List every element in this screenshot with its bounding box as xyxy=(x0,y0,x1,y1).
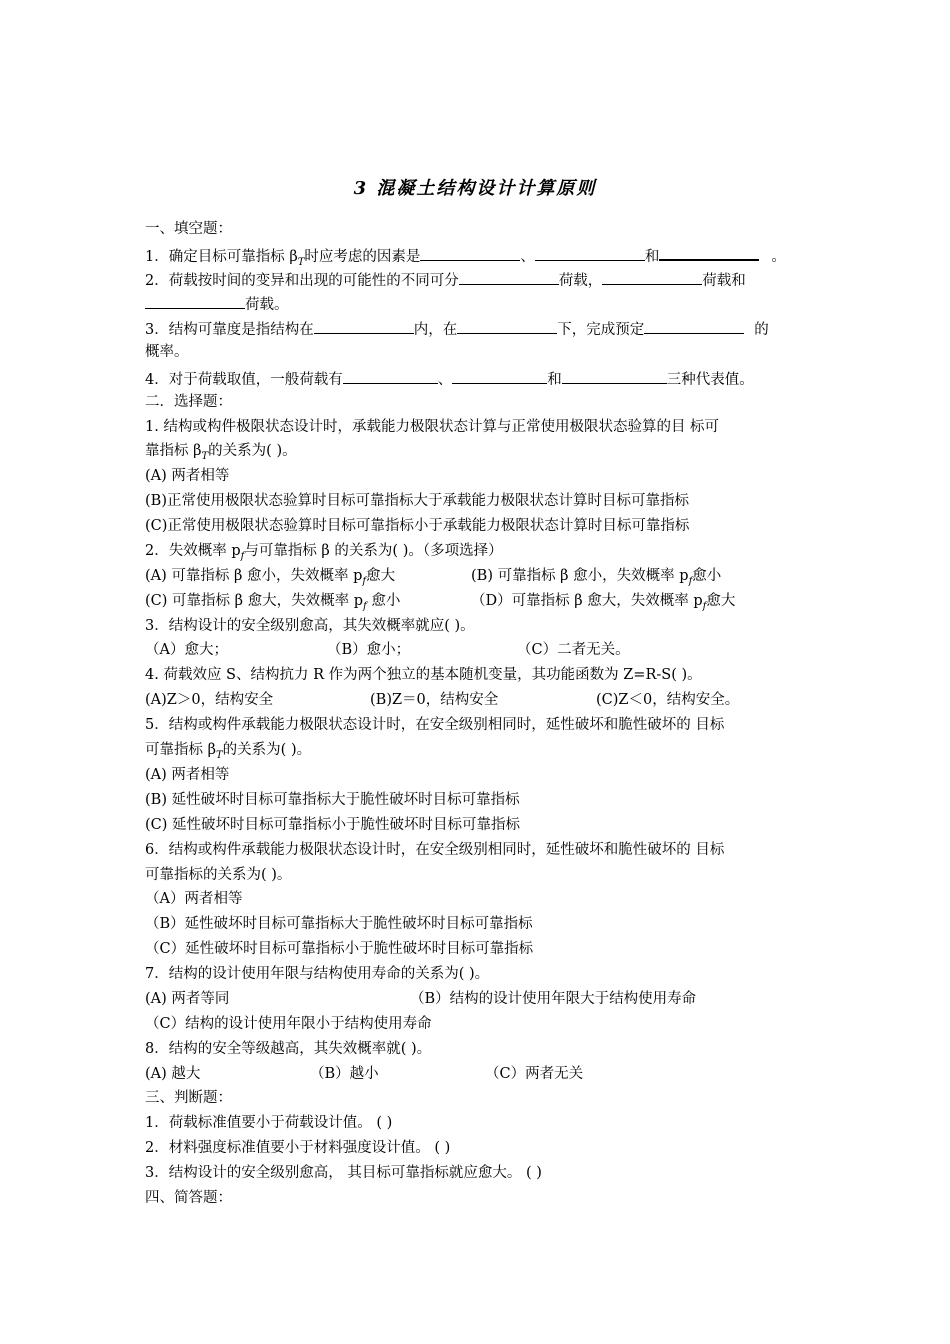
option-c: (C) 延性破坏时目标可靠指标小于脆性破坏时目标可靠指标 xyxy=(145,817,521,833)
option-b: （B）愈小； xyxy=(327,642,411,658)
option-a: （A）两者相等 xyxy=(145,891,243,907)
judgement-question-2: 2．材料强度标准值要小于材料强度设计值。 ( ) xyxy=(145,1140,451,1156)
blank xyxy=(457,318,557,334)
option-d: （D）可靠指标 β 愈大，失效概率 $p_f$愈大 xyxy=(471,593,736,612)
section-heading-fill-in: 一、填空题： xyxy=(145,221,232,237)
fill-question-4: 4．对于荷载取值，一般荷载有 、 和 三种代表值。 xyxy=(145,368,754,389)
blank xyxy=(602,269,702,285)
section-heading-judgement: 三、判断题： xyxy=(145,1090,232,1106)
blank xyxy=(659,244,759,261)
option-b: (B)正常使用极限状态验算时目标可靠指标大于承载能力极限状态计算时目标可靠指标 xyxy=(145,493,689,509)
fill-question-1: 1．确定目标可靠指标 $\beta_T$时应考虑的因素是 、 和 。 xyxy=(145,244,786,266)
choice-question-1: 1. 结构或构件极限状态设计时，承载能力极限状态计算与正常使用极限状态验算的目 标可 xyxy=(145,419,720,435)
choice-question-6: 6．结构或构件承载能力极限状态设计时，在安全级别相同时，延性破坏和脆性破坏的 目标 xyxy=(145,842,725,858)
choice-question-2: 2．失效概率 $p_f$与可靠指标 β 的关系为( )。（多项选择） xyxy=(145,543,503,562)
blank xyxy=(562,368,667,384)
section-heading-choice: 二．选择题： xyxy=(145,394,232,410)
choice-question-7: 7．结构的设计使用年限与结构使用寿命的关系为( )。 xyxy=(145,966,490,982)
blank xyxy=(420,245,520,261)
fill-question-2-cont: 荷载。 xyxy=(145,293,289,314)
option-a: （A）愈大； xyxy=(145,642,228,658)
option-b: (B) 延性破坏时目标可靠指标大于脆性破坏时目标可靠指标 xyxy=(145,792,520,808)
choice-question-1-cont: 靠指标 $\beta_T$的关系为( )。 xyxy=(145,443,297,462)
choice-question-5: 5．结构或构件承载能力极限状态设计时，在安全级别相同时，延性破坏和脆性破坏的 目标 xyxy=(145,717,725,733)
fill-question-2: 2．荷载按时间的变异和出现的可能性的不同可分 荷载， 荷载和 xyxy=(145,269,746,290)
option-c: （C）延性破坏时目标可靠指标小于脆性破坏时目标可靠指标 xyxy=(145,941,534,957)
blank xyxy=(644,318,744,334)
option-a: (A) 两者相等 xyxy=(145,767,230,783)
option-b: （B）越小 xyxy=(310,1066,379,1082)
option-a: (A) 越大 xyxy=(145,1066,201,1082)
fill-question-3: 3．结构可靠度是指结构在 内，在 下，完成预定 的 xyxy=(145,318,769,339)
blank xyxy=(145,293,245,309)
blank xyxy=(314,318,414,334)
blank xyxy=(459,269,559,285)
blank xyxy=(452,368,547,384)
section-heading-short-answer: 四、简答题： xyxy=(145,1190,232,1206)
choice-question-8: 8．结构的安全等级越高，其失效概率就( )。 xyxy=(145,1041,432,1057)
blank xyxy=(535,245,645,261)
choice-question-3: 3．结构设计的安全级别愈高，其失效概率就应( )。 xyxy=(145,618,475,634)
option-b: (B)Z＝0，结构安全 xyxy=(370,692,499,708)
page-title: 3 混凝土结构设计计算原则 xyxy=(353,178,597,199)
option-c: （C）二者无关。 xyxy=(517,642,630,658)
judgement-question-1: 1．荷载标准值要小于荷载设计值。 ( ) xyxy=(145,1115,393,1131)
option-c: （C）结构的设计使用年限小于结构使用寿命 xyxy=(145,1016,432,1032)
option-a: (A) 可靠指标 β 愈小，失效概率 $p_f$愈大 xyxy=(145,568,396,587)
option-c: (C)正常使用极限状态验算时目标可靠指标小于承载能力极限状态计算时目标可靠指标 xyxy=(145,518,690,534)
option-b: (B) 可靠指标 β 愈小，失效概率 $p_f$愈小 xyxy=(471,568,722,587)
fill-question-3-cont: 概率。 xyxy=(145,344,189,360)
option-b: （B）延性破坏时目标可靠指标大于脆性破坏时目标可靠指标 xyxy=(145,916,533,932)
option-c: (C) 可靠指标 β 愈大，失效概率 $p_f$ 愈小 xyxy=(145,593,401,612)
option-c: (C)Z＜0，结构安全。 xyxy=(596,692,740,708)
choice-question-4: 4. 荷载效应 S、结构抗力 R 作为两个独立的基本随机变量，其功能函数为 Z=R-S( )。 xyxy=(145,667,702,683)
choice-question-6-cont: 可靠指标的关系为( )。 xyxy=(145,867,292,883)
option-a: (A) 两者等同 xyxy=(145,991,230,1007)
option-c: （C）两者无关 xyxy=(485,1066,584,1082)
option-a: (A) 两者相等 xyxy=(145,468,230,484)
choice-question-5-cont: 可靠指标 $\beta_T$的关系为( )。 xyxy=(145,742,312,761)
blank xyxy=(343,368,438,384)
judgement-question-3: 3．结构设计的安全级别愈高， 其目标可靠指标就应愈大。 ( ) xyxy=(145,1165,542,1181)
option-b: （B）结构的设计使用年限大于结构使用寿命 xyxy=(410,991,697,1007)
option-a: (A)Z＞0，结构安全 xyxy=(145,692,274,708)
